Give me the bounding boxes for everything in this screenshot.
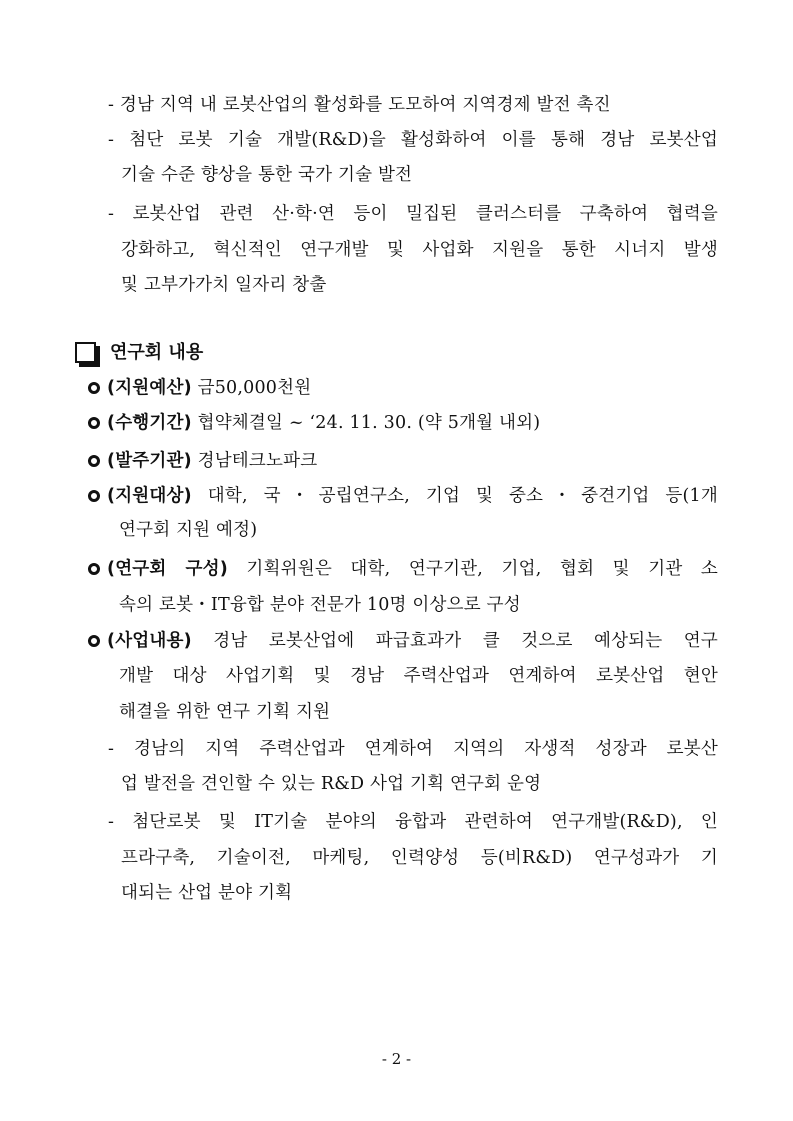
purpose-item-1-text: 경남 지역 내 로봇산업의 활성화를 도모하여 지역경제 발전 촉진: [119, 95, 611, 115]
business-subitem-2-line-3: 대되는 산업 분야 기획: [121, 883, 293, 903]
business-subitem-1-text-1: 경남의 지역 주력산업과 연계하여 지역의 자생적 성장과 로봇산: [134, 739, 719, 759]
business-subitem-1-line-1: [108, 737, 718, 761]
detail-label: (지원예산): [107, 378, 192, 398]
detail-budget: [88, 376, 311, 400]
purpose-item-2-line-1: [108, 128, 718, 152]
detail-text: 협약체결일 ~ ‘24. 11. 30. (약 5개월 내외): [197, 413, 541, 433]
dash-marker: -: [108, 812, 115, 832]
purpose-item-1: [108, 93, 718, 117]
detail-composition-line-1: [88, 557, 718, 581]
business-subitem-2-line-1: [108, 810, 718, 834]
purpose-item-2-text-1: 첨단 로봇 기술 개발(R&D)을 활성화하여 이를 통해 경남 로봇산업: [129, 130, 719, 150]
business-subitem-2-text-1: 첨단로봇 및 IT기술 분야의 융합과 관련하여 연구개발(R&D), 인: [132, 812, 718, 832]
detail-text: 대학, 국・공립연구소, 기업 및 중소・중견기업 등(1개: [207, 486, 718, 506]
detail-business-line-2: 개발 대상 사업기획 및 경남 주력산업과 연계하여 로봇산업 현안: [119, 666, 718, 686]
detail-label: (수행기간): [107, 413, 192, 433]
business-subitem-2-line-2: 프라구축, 기술이전, 마케팅, 인력양성 등(비R&D) 연구성과가 기: [121, 848, 718, 868]
circle-bullet-icon: [88, 455, 100, 467]
detail-business-line-1: [88, 629, 718, 653]
page-number: - 2 -: [381, 1050, 412, 1068]
detail-agency: [88, 449, 317, 473]
dash-marker: -: [108, 130, 115, 150]
purpose-item-3-line-3: 및 고부가가치 일자리 창출: [121, 275, 327, 295]
circle-bullet-icon: [88, 382, 100, 394]
dash-marker: -: [108, 739, 115, 759]
dash-marker: -: [108, 95, 115, 115]
circle-bullet-icon: [88, 417, 100, 429]
detail-label: (연구회 구성): [107, 559, 228, 579]
purpose-item-2-line-2: 기술 수준 향상을 통한 국가 기술 발전: [121, 165, 413, 185]
detail-target-line-1: [88, 484, 718, 508]
purpose-item-3-text-1: 로봇산업 관련 산·학·연 등이 밀집된 클러스터를 구축하여 협력을: [132, 204, 718, 224]
detail-label: (사업내용): [107, 631, 192, 651]
detail-period: [88, 411, 540, 435]
circle-bullet-icon: [88, 563, 100, 575]
detail-target-line-2: 연구회 지원 예정): [119, 520, 258, 540]
detail-text: 금50,000천원: [197, 378, 312, 398]
detail-composition-line-2: 속의 로봇・IT융합 분야 전문가 10명 이상으로 구성: [119, 595, 521, 615]
detail-text: 경남 로봇산업에 파급효과가 클 것으로 예상되는 연구: [213, 631, 719, 651]
purpose-item-3-line-2: 강화하고, 혁신적인 연구개발 및 사업화 지원을 통한 시너지 발생: [121, 240, 718, 260]
dash-marker: -: [108, 204, 115, 224]
detail-business-line-3: 해결을 위한 연구 기획 지원: [119, 702, 331, 722]
detail-text: 기획위원은 대학, 연구기관, 기업, 협회 및 기관 소: [246, 559, 719, 579]
circle-bullet-icon: [88, 635, 100, 647]
detail-text: 경남테크노파크: [197, 451, 318, 471]
checkbox-square-icon: [75, 342, 96, 363]
purpose-item-3-line-1: [108, 202, 718, 226]
circle-bullet-icon: [88, 490, 100, 502]
detail-label: (지원대상): [107, 486, 192, 506]
detail-label: (발주기관): [107, 451, 192, 471]
section-heading: 연구회 내용: [110, 342, 204, 363]
business-subitem-1-line-2: 업 발전을 견인할 수 있는 R&D 사업 기획 연구회 운영: [121, 774, 542, 794]
